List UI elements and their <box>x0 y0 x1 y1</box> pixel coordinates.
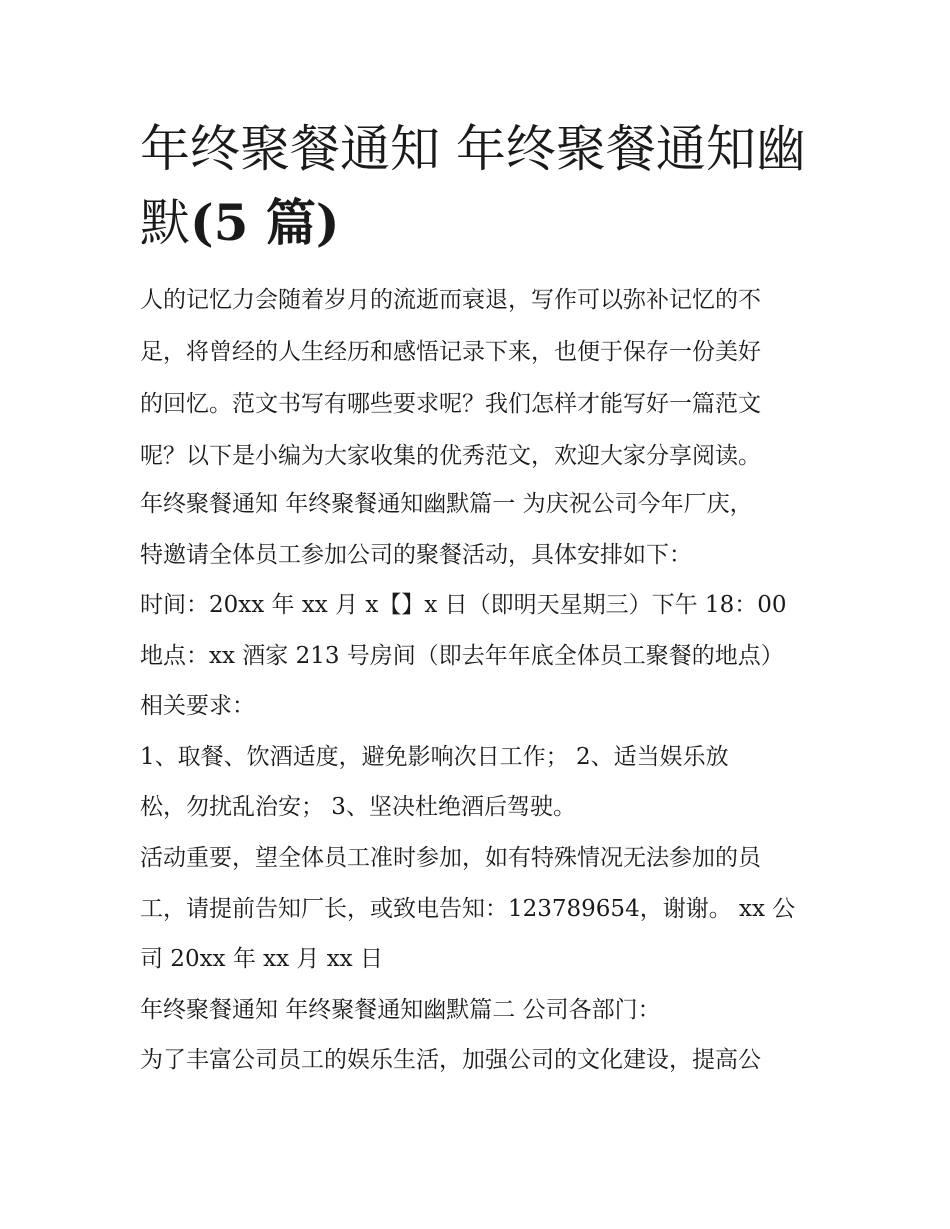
body-line: 时间：20xx 年 xx 月 x【】x 日（即明天星期三）下午 18：00 <box>140 592 787 618</box>
body-line: 的回忆。范文书写有哪些要求呢？我们怎样才能写好一篇范文 <box>140 391 761 417</box>
body-line: 1、取餐、饮酒适度，避免影响次日工作； 2、适当娱乐放 <box>140 744 729 770</box>
body-line: 工，请提前告知厂长，或致电告知：123789654，谢谢。 xx 公 <box>140 896 796 922</box>
title-line-2a: 默 <box>140 194 190 252</box>
document-title <box>140 112 820 260</box>
body-line: 年终聚餐通知 年终聚餐通知幽默篇一 为庆祝公司今年厂庆， <box>140 491 753 517</box>
body-line: 相关要求： <box>140 693 255 719</box>
title-line-2b: (5 篇) <box>190 193 340 252</box>
body-line: 松，勿扰乱治安； 3、坚决杜绝酒后驾驶。 <box>140 794 576 820</box>
body-line: 足，将曾经的人生经历和感悟记录下来，也便于保存一份美好 <box>140 339 761 365</box>
body-line: 地点：xx 酒家 213 号房间（即去年年底全体员工聚餐的地点） <box>140 643 784 669</box>
body-line: 为了丰富公司员工的娱乐生活，加强公司的文化建设，提高公 <box>140 1047 761 1073</box>
body-line: 人的记忆力会随着岁月的流逝而衰退，写作可以弥补记忆的不 <box>140 287 761 313</box>
body-line: 司 20xx 年 xx 月 xx 日 <box>140 946 383 972</box>
body-line: 特邀请全体员工参加公司的聚餐活动，具体安排如下： <box>140 542 692 568</box>
title-line-1: 年终聚餐通知 年终聚餐通知幽 <box>140 120 806 178</box>
body-line: 活动重要，望全体员工准时参加，如有特殊情况无法参加的员 <box>140 845 761 871</box>
body-line: 年终聚餐通知 年终聚餐通知幽默篇二 公司各部门： <box>140 997 661 1023</box>
body-line: 呢？以下是小编为大家收集的优秀范文，欢迎大家分享阅读。 <box>140 443 761 469</box>
